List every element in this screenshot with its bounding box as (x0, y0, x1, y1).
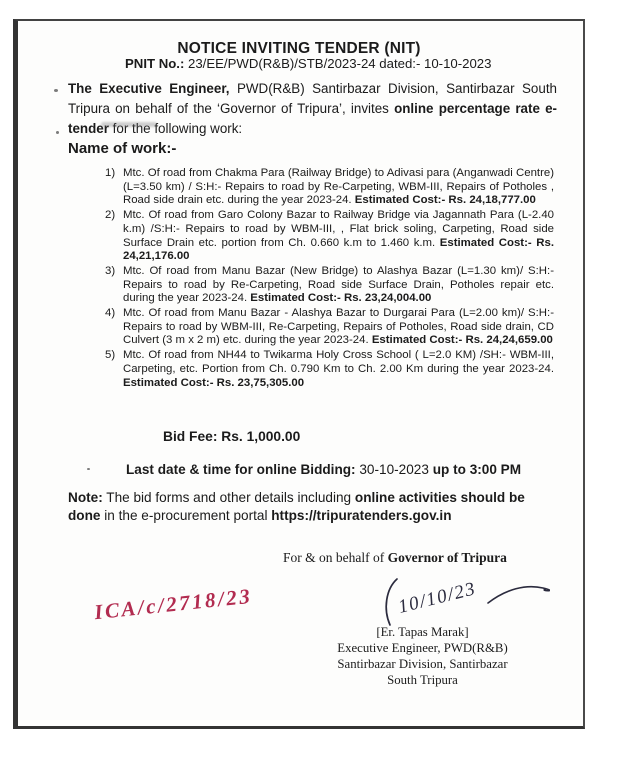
work-item-number: 4) (105, 307, 116, 320)
text-segment: Last date & time for online Bidding: (126, 462, 360, 477)
work-item-text (123, 265, 554, 304)
text-segment: https://tripuratenders.gov.in (271, 507, 452, 523)
text-segment: Estimated Cost:- Rs. 24,21,176.00 (123, 236, 554, 263)
handwritten-reference-number: ICA/c/2718/23 (93, 583, 254, 625)
work-item-text (123, 167, 554, 206)
text-segment: The bid forms and other details including (102, 490, 355, 505)
text-segment: 30-10-2023 (359, 462, 429, 477)
scan-speck (56, 131, 59, 134)
text-segment: The Executive Engineer, (68, 81, 230, 96)
text-segment: Mtc. Of road from Manu Bazar - Alashya Bazar to Durgarai Para (L=2.00 km)/ S:H:- Repairs to road by WBM-III, Re-Carpeting, Repairs of Potholes, Road side drain, CD Culvert (3 m x 2 m) etc. during the year 2023-24. (123, 307, 554, 347)
intro-paragraph (68, 79, 557, 139)
work-item-number: 2) (105, 209, 116, 222)
work-item (105, 167, 554, 208)
signature-stroke (386, 579, 397, 625)
text-segment: Estimated Cost:- Rs. 23,75,305.00 (123, 376, 305, 389)
scan-speck (87, 468, 90, 470)
text-segment: PWD(R&B) Santirbazar Division, Santirbazar South Tripura on behalf of the ‘Governor of Tripura’, invites (68, 81, 557, 116)
name-of-work-heading: Name of work:- (68, 140, 177, 157)
last-date-line (126, 462, 521, 477)
text-segment: online activities should be done (68, 490, 525, 523)
handwritten-signature (380, 577, 550, 629)
text-segment: Mtc. Of road from NH44 to Twikarma Holy Cross School ( L=2.0 KM) /SH:- WBM-III, Carpeting, etc. Portion from Ch. 0.790 Km to Ch. 2.00 Km during the year 2023-24. (123, 349, 554, 375)
text-segment: Estimated Cost:- Rs. 23,24,004.00 (250, 292, 432, 305)
signatory-line: Executive Engineer, PWD(R&B) (337, 641, 508, 655)
work-item-text (123, 349, 554, 388)
work-item-list (105, 167, 554, 391)
text-segment: 23/EE/PWD(R&B)/STB/2023-24 dated:- 10-10-2023 (184, 56, 492, 71)
text-segment: up to 3:00 PM (428, 462, 522, 477)
signature-tail-stroke (488, 587, 550, 603)
text-segment: Estimated Cost:- Rs. 24,24,659.00 (371, 334, 553, 347)
scan-speck (54, 89, 58, 92)
text-segment: Estimated Cost:- Rs. 24,18,777.00 (354, 194, 536, 207)
on-behalf-line (283, 550, 507, 566)
work-item-text (123, 307, 554, 346)
text-segment: for the following work: (108, 121, 243, 136)
signatory-line: South Tripura (387, 673, 458, 687)
signatory-line: Santirbazar Division, Santirbazar (337, 657, 508, 671)
text-segment: Governor of Tripura (387, 550, 507, 565)
work-item (105, 349, 554, 390)
text-segment: PNIT No.: (125, 56, 185, 71)
signatory-line: [Er. Tapas Marak] (376, 625, 469, 639)
work-item-number: 5) (105, 349, 116, 362)
work-item (105, 307, 554, 348)
work-item-number: 1) (105, 167, 116, 179)
text-segment: For & on behalf of (283, 550, 388, 565)
pnit-number-line (125, 56, 491, 71)
work-item-text (123, 209, 554, 262)
text-segment: Bid Fee: Rs. 1,000.00 (163, 429, 301, 444)
work-item (105, 209, 554, 264)
document-title: NOTICE INVITING TENDER (NIT) (177, 40, 421, 58)
text-segment: Mtc. Of road from Chakma Para (Railway Bridge) to Adivasi para (Anganwadi Centre) (L=3.50 km) / S:H:- Repairs to road by Re-Carpeting, WBM-III, Repairs of Potholes , Road side drain etc. during the year 2023-24. (123, 167, 554, 207)
signatory-block (315, 624, 530, 688)
signature-date-text: 10/10/23 (396, 578, 479, 618)
scan-smudge (101, 122, 157, 127)
work-item-number: 3) (105, 264, 116, 277)
text-segment: Mtc. Of road from Garo Colony Bazar to Railway Bridge via Jagannath Para (L-2.40 k.m) /S:H:- Repairs to road by WBM-III, , Flat brick soling, Carpeting, Road side Surface Drain etc. portion from Ch. 0.660 k.m to 1.460 k.m. (123, 209, 554, 249)
text-segment: Note: (68, 490, 103, 505)
work-item (105, 265, 554, 306)
note-paragraph (68, 489, 548, 524)
text-segment: in the e-procurement portal (100, 507, 272, 523)
bid-fee-line (163, 429, 300, 444)
text-segment: Mtc. Of road from Manu Bazar (New Bridge) to Alashya Bazar (L=1.30 km)/ S:H:- Repairs to road by Re-Carpeting, Road side Surface Drain, Potholes repair etc. during the year 2023-24. (123, 264, 554, 305)
text-segment: online percentage rate e-tender (68, 101, 557, 136)
